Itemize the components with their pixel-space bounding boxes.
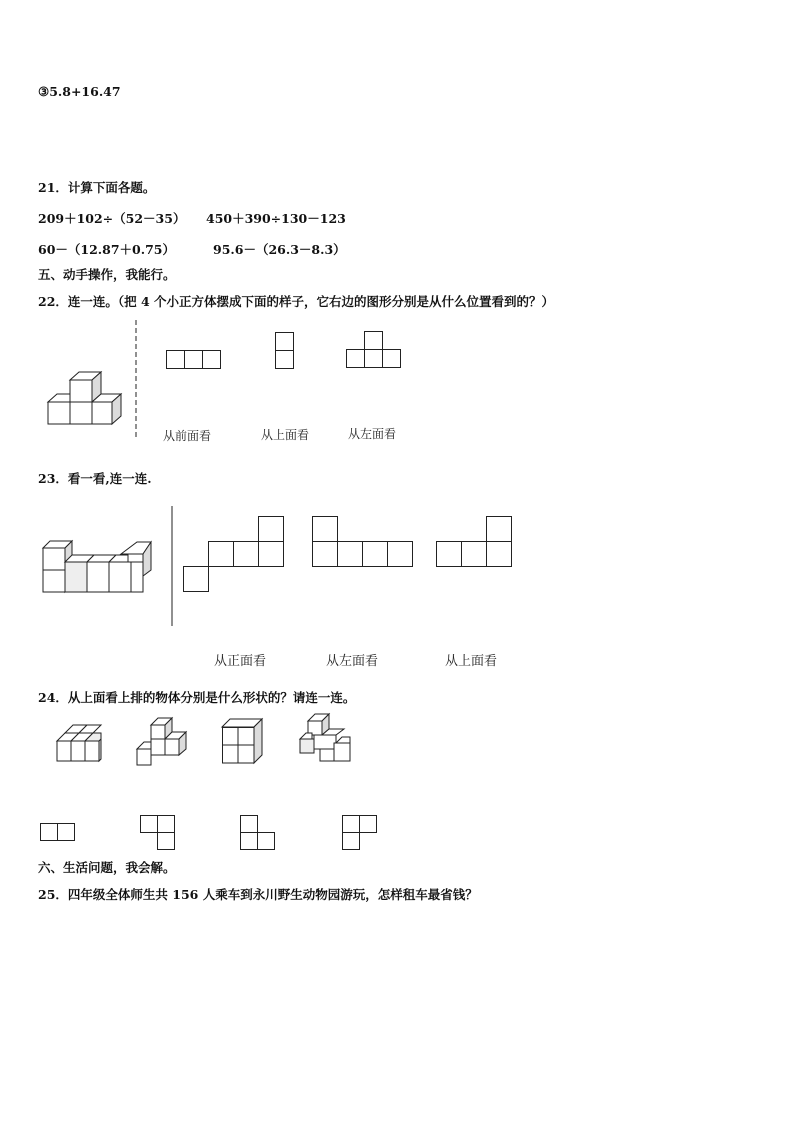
q21-expression-2: 450＋390÷130－123 bbox=[206, 211, 346, 226]
q23-label-left: 从左面看 bbox=[326, 654, 379, 669]
q21-row-2 bbox=[38, 240, 378, 258]
q23-cube-stack-figure bbox=[40, 540, 155, 595]
q22-dashed-divider bbox=[134, 320, 138, 440]
q24-top-view-option-4 bbox=[342, 815, 378, 851]
q22-view-option-1 bbox=[166, 350, 222, 370]
q21-expression-3: 60－（12.87＋0.75） bbox=[38, 242, 175, 257]
q21-expression-4: 95.6－（26.3－8.3） bbox=[213, 242, 346, 257]
q24-top-view-option-1 bbox=[40, 823, 76, 841]
q22-view-option-3 bbox=[346, 331, 402, 369]
q21-row-1 bbox=[38, 209, 378, 227]
q21-expression-1: 209＋102÷（52－35） bbox=[38, 211, 186, 226]
section-6-heading: 六、生活问题，我会解。 bbox=[38, 860, 176, 875]
q24-object-1 bbox=[57, 724, 105, 766]
q24-object-2 bbox=[137, 717, 189, 769]
q22-label-left: 从左面看 bbox=[348, 427, 397, 441]
question-25-title: 25．四年级全体师生共 156 人乘车到永川野生动物园游玩，怎样租车最省钱？ bbox=[38, 887, 478, 902]
q22-label-top: 从上面看 bbox=[261, 428, 310, 442]
q22-cube-stack-figure bbox=[40, 365, 130, 430]
q24-top-view-option-2 bbox=[140, 815, 176, 851]
q23-label-front: 从正面看 bbox=[214, 654, 267, 669]
q24-object-4 bbox=[300, 713, 356, 765]
q22-view-option-2 bbox=[275, 332, 295, 370]
q24-object-3 bbox=[222, 719, 270, 765]
question-22-title: 22．连一连。（把 4 个小正方体摆成下面的样子，它右边的图形分别是从什么位置看到的？） bbox=[38, 294, 555, 309]
question-23-title: 23．看一看,连一连. bbox=[38, 471, 152, 486]
question-24-title: 24．从上面看上排的物体分别是什么形状的？请连一连。 bbox=[38, 690, 356, 705]
q23-view-option-1 bbox=[183, 516, 285, 594]
q23-view-option-3 bbox=[436, 516, 514, 569]
q23-label-top: 从上面看 bbox=[445, 654, 498, 669]
q22-label-front: 从前面看 bbox=[163, 429, 212, 443]
q23-solid-divider bbox=[170, 506, 174, 626]
q24-top-view-option-3 bbox=[240, 815, 276, 851]
calc-item-3: ③5.8+16.47 bbox=[38, 84, 121, 99]
q23-view-option-2 bbox=[312, 516, 414, 569]
question-21-title: 21．计算下面各题。 bbox=[38, 180, 156, 195]
section-5-heading: 五、动手操作，我能行。 bbox=[38, 267, 176, 282]
